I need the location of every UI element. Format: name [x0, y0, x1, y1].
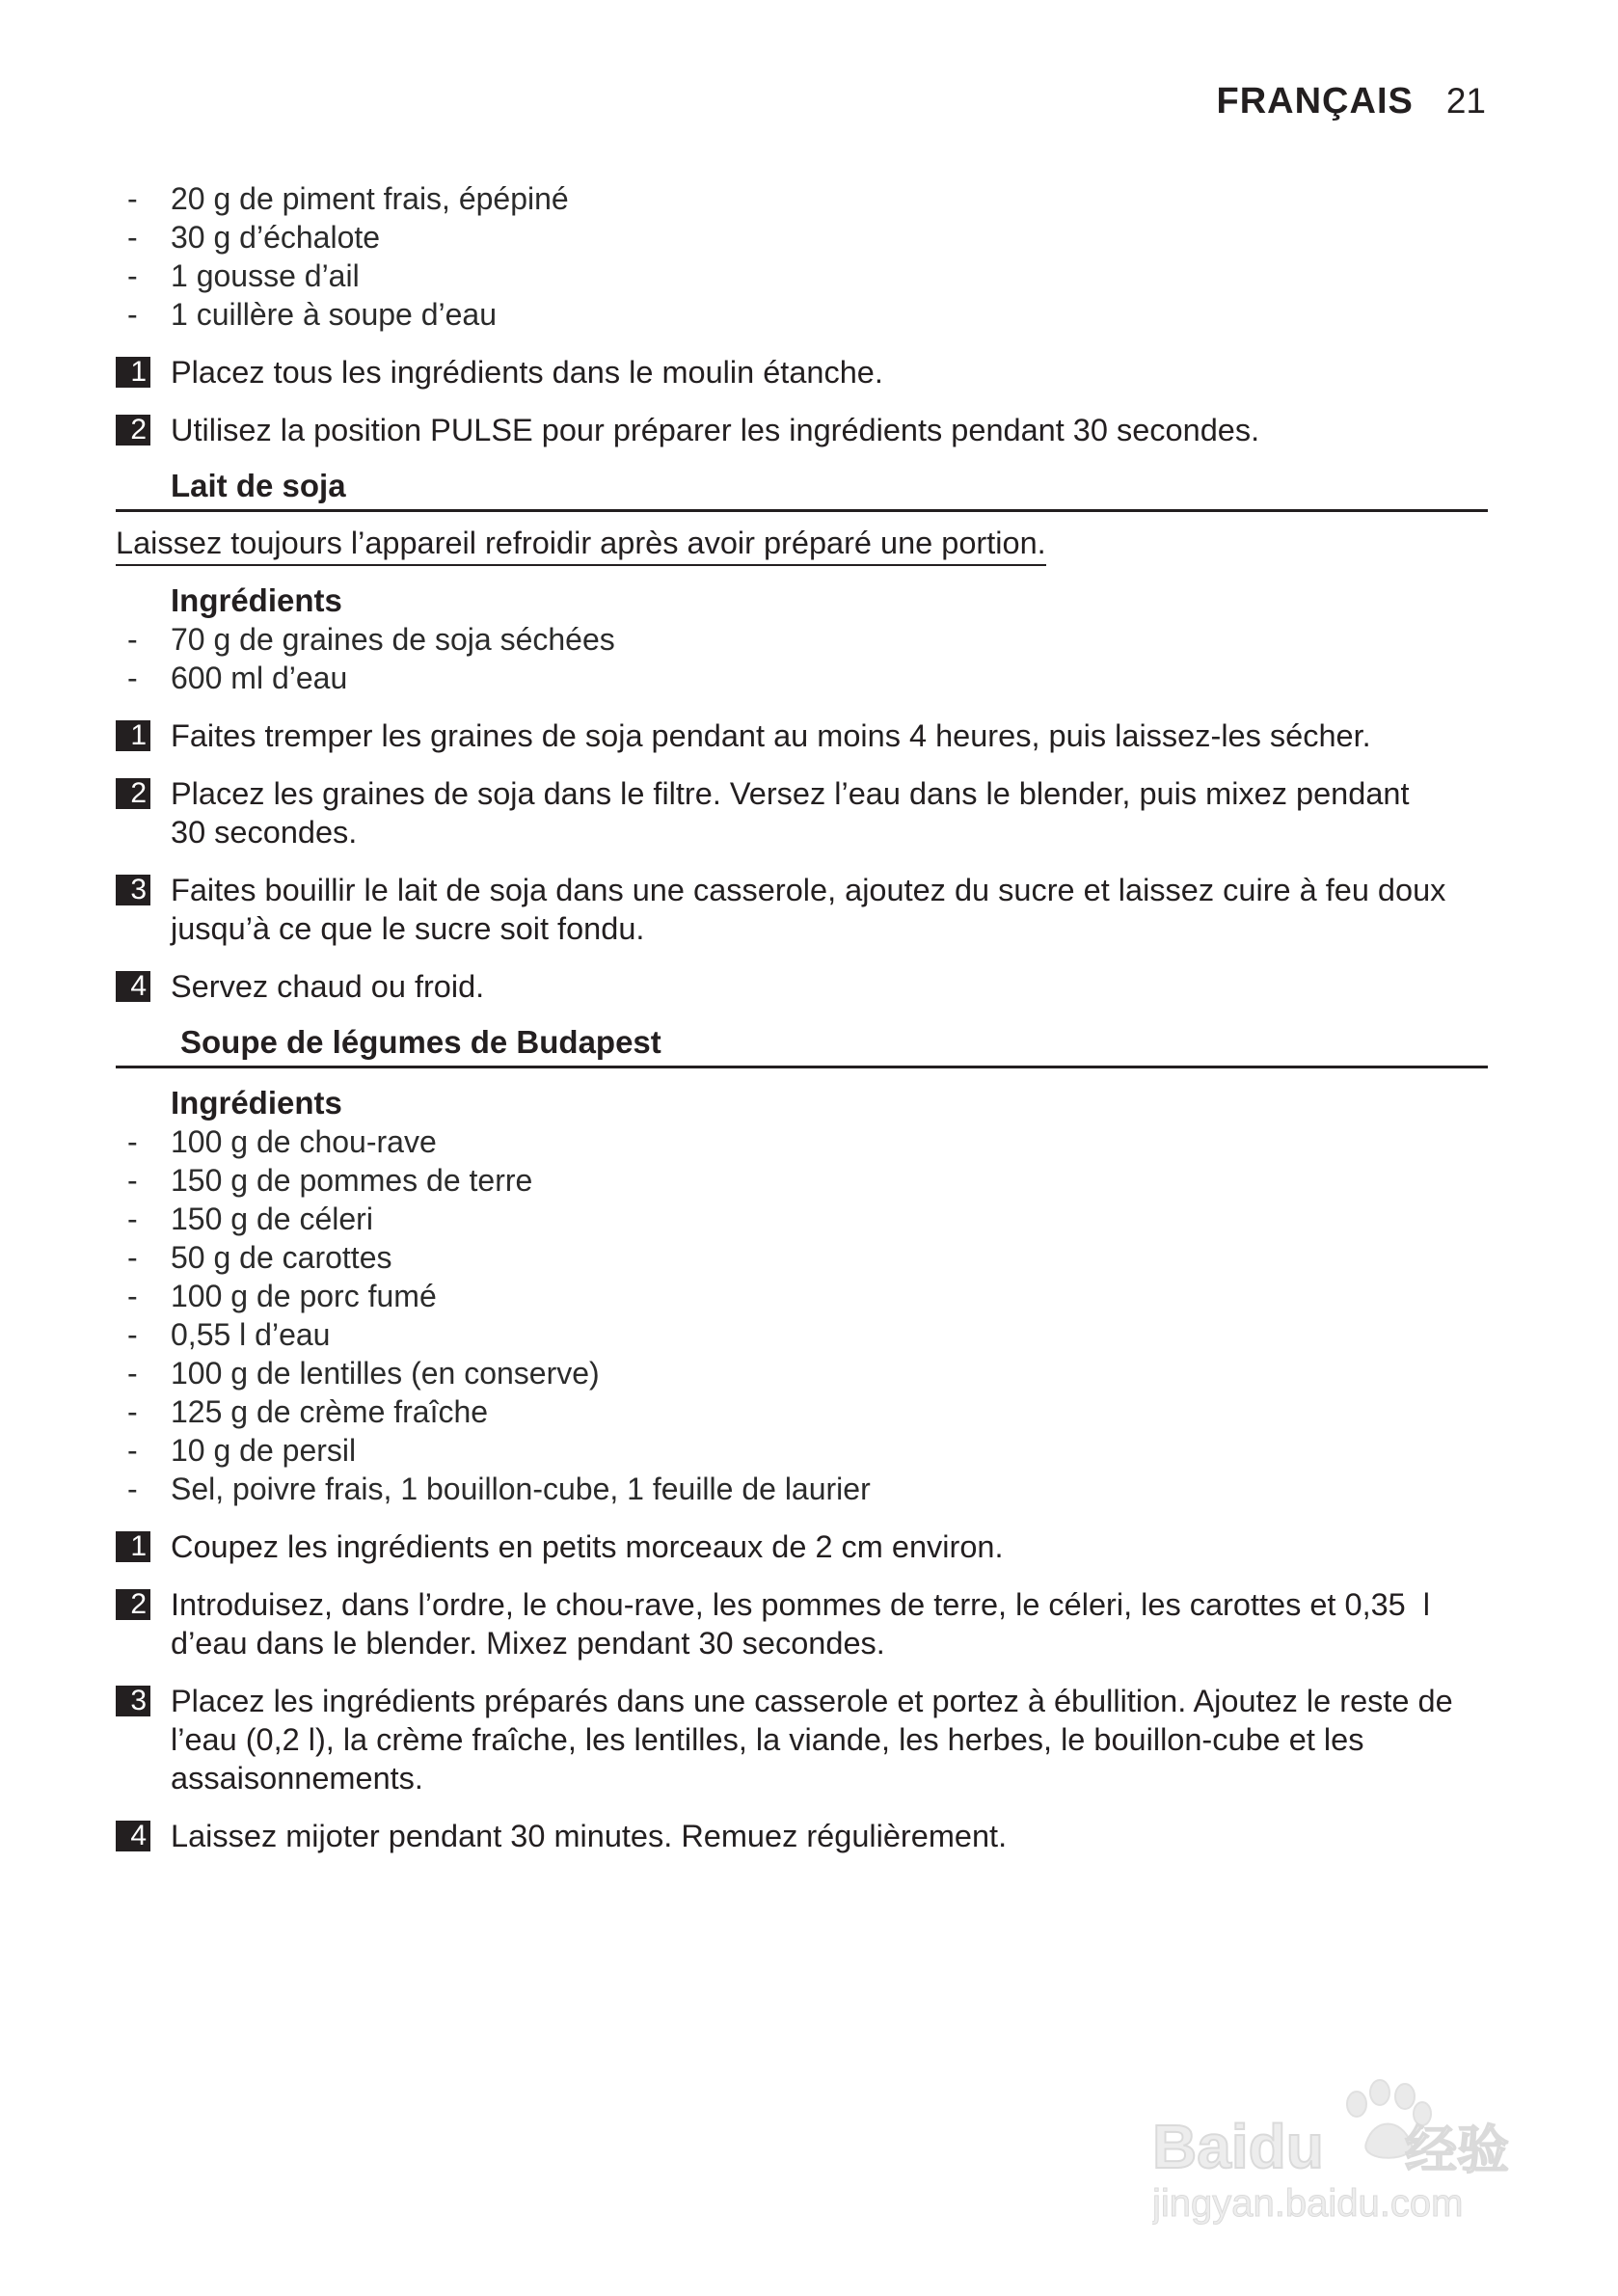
list-item: - 1 gousse d’ail [127, 258, 360, 293]
svg-text:经验: 经验 [1405, 2120, 1509, 2180]
soup-step-2 [116, 1585, 1488, 1662]
list-item: - 50 g de carottes [127, 1240, 392, 1275]
soup-ingredients-heading: Ingrédients [171, 1085, 342, 1121]
section-title-soy-milk: Lait de soja [116, 467, 1488, 512]
soup-ingredient-list [116, 1122, 1488, 1508]
soup-step-3 [116, 1682, 1488, 1797]
step-text-line: Placez les ingrédients préparés dans une casserole et portez à ébullition. Ajoutez le reste de [171, 1684, 1453, 1718]
step-number-badge: 1 [116, 720, 150, 751]
step-number-badge: 4 [116, 971, 150, 1002]
step-number-badge: 3 [116, 1686, 150, 1716]
step-text-line: l’eau (0,2 l), la crème fraîche, les lentilles, la viande, les herbes, le bouillon-cube et les [171, 1722, 1364, 1757]
list-item: - 100 g de chou-rave [127, 1124, 437, 1159]
page-content [116, 179, 1488, 1855]
soy-step-1 [116, 716, 1488, 755]
step-text: Placez tous les ingrédients dans le moulin étanche. [171, 355, 883, 390]
intro-step-2 [116, 411, 1488, 449]
soy-step-2 [116, 774, 1488, 851]
step-text: Coupez les ingrédients en petits morceaux de 2 cm environ. [171, 1529, 1004, 1564]
list-item: - 100 g de porc fumé [127, 1279, 437, 1313]
list-item: - 70 g de graines de soja séchées [127, 622, 615, 657]
safety-note: Laissez toujours l’appareil refroidir après avoir préparé une portion. [116, 524, 1046, 566]
page-header [1217, 81, 1486, 122]
soy-ingredients-heading: Ingrédients [171, 582, 342, 618]
soy-ingredient-list [116, 620, 1488, 697]
soup-step-1 [116, 1527, 1488, 1566]
step-text-line: d’eau dans le blender. Mixez pendant 30 secondes. [171, 1626, 885, 1661]
step-number-badge: 1 [116, 1531, 150, 1562]
step-text-line: Placez les graines de soja dans le filtre. Versez l’eau dans le blender, puis mixez pendant [171, 776, 1410, 811]
soup-step-4 [116, 1817, 1488, 1855]
step-text: Servez chaud ou froid. [171, 969, 485, 1004]
step-text: Faites tremper les graines de soja pendant au moins 4 heures, puis laissez-les sécher. [171, 718, 1371, 753]
list-item: - 600 ml d’eau [127, 661, 348, 695]
baidu-watermark [1152, 2054, 1538, 2228]
baidu-watermark-logo [1152, 2054, 1538, 2228]
step-number-badge: 2 [116, 415, 150, 446]
list-item: - 10 g de persil [127, 1433, 357, 1468]
soy-step-3 [116, 871, 1488, 948]
step-text: Utilisez la position PULSE pour préparer les ingrédients pendant 30 secondes. [171, 413, 1260, 447]
list-item: - 125 g de crème fraîche [127, 1394, 489, 1429]
svg-text:jingyan.baidu.com: jingyan.baidu.com [1152, 2182, 1464, 2225]
step-text: Laissez mijoter pendant 30 minutes. Remuez régulièrement. [171, 1819, 1008, 1853]
soy-step-4 [116, 967, 1488, 1006]
list-item: - 150 g de céleri [127, 1202, 373, 1236]
step-text-line: assaisonnements. [171, 1761, 423, 1796]
list-item: - 100 g de lentilles (en conserve) [127, 1356, 600, 1391]
list-item: - 20 g de piment frais, épépiné [127, 181, 569, 216]
step-text-line: Introduisez, dans l’ordre, le chou-rave, les pommes de terre, le céleri, les carottes et 0,35 l [171, 1587, 1431, 1622]
step-number-badge: 1 [116, 357, 150, 388]
step-text-line: 30 secondes. [171, 815, 358, 850]
list-item: - 150 g de pommes de terre [127, 1163, 533, 1198]
list-item: - 30 g d’échalote [127, 220, 381, 255]
section-title-budapest-soup: Soupe de légumes de Budapest [116, 1023, 1488, 1068]
step-number-badge: 4 [116, 1821, 150, 1851]
step-text-line: jusqu’à ce que le sucre soit fondu. [171, 911, 645, 946]
step-number-badge: 3 [116, 875, 150, 905]
intro-step-1 [116, 353, 1488, 392]
list-item: - 0,55 l d’eau [127, 1317, 331, 1352]
language-label: FRANÇAIS [1216, 81, 1414, 122]
svg-text:Baidu: Baidu [1152, 2112, 1324, 2181]
page-number: 21 [1445, 81, 1486, 121]
intro-ingredient-list [116, 179, 1488, 334]
list-item: - 1 cuillère à soupe d’eau [127, 297, 498, 332]
step-number-badge: 2 [116, 778, 150, 809]
list-item: - Sel, poivre frais, 1 bouillon-cube, 1 feuille de laurier [127, 1472, 871, 1506]
step-number-badge: 2 [116, 1589, 150, 1620]
step-text-line: Faites bouillir le lait de soja dans une casserole, ajoutez du sucre et laissez cuire à feu doux [171, 873, 1446, 907]
